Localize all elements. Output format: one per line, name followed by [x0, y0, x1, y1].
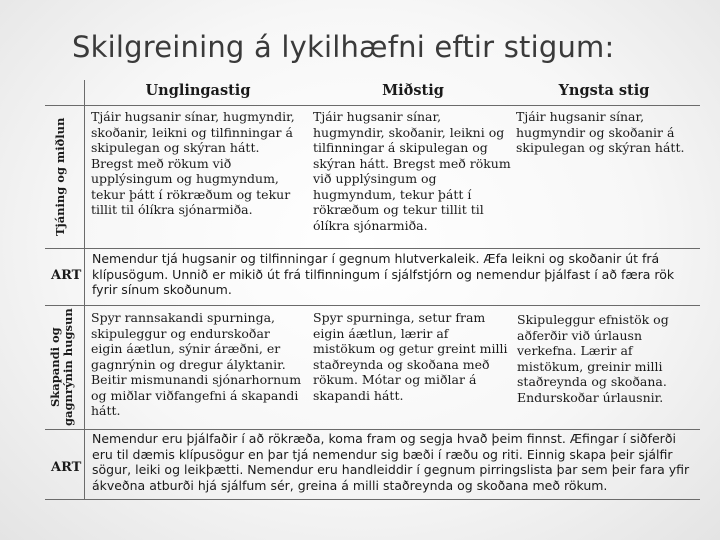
row-divider — [45, 429, 700, 430]
column-header-yngsta-stig: Yngsta stig — [558, 82, 650, 99]
column-header-row — [0, 82, 720, 104]
column-header-midstig: Miðstig — [382, 82, 444, 99]
table-cell: Tjáir hugsanir sínar, hugmyndir og skoðanir á skipulegan og skýran hátt. — [516, 109, 685, 155]
column-header-unglingastig: Unglingastig — [145, 82, 251, 99]
row-divider — [45, 305, 700, 306]
table-cell: Spyr spurninga, setur fram eigin áætlun, lærir af mistökum og getur greint milli staðreynda og skoðana með rökum. Mótar og miðlar á skapandi hátt. — [313, 310, 508, 403]
row-label-skapandi-og-gagnrynin-hugsun: Skapandi og gagnrýnin hugsun — [48, 308, 75, 426]
label-column-divider — [84, 80, 85, 500]
row-label-tjaning-og-midlun: Tjáning og miðlun — [53, 117, 67, 237]
row-label-art: ART — [51, 268, 82, 283]
table-top-border — [45, 105, 700, 106]
art-description: Nemendur tjá hugsanir og tilfinningar í gegnum hlutverkaleik. Æfa leikni og skoðanir út frá klípusögum. Unnið er mikið út frá tilfinningum í sjálfstjórn og nemendur þjálfast í að færa rök fyrir sínum skoðunum. — [92, 251, 675, 297]
slide-title: Skilgreining á lykilhæfni eftir stigum: — [72, 30, 615, 64]
table-cell: Tjáir hugsanir sínar, hugmyndir, skoðanir, leikni og tilfinningar á skipulegan og skýran hátt. Bregst með rökum við upplýsingum og hugmyndum, tekur þátt í rökræðum og tekur tillit til ólíkra sjónarmiða. — [91, 109, 295, 217]
table-bottom-border — [45, 499, 700, 500]
table-cell: Tjáir hugsanir sínar, hugmyndir, skoðanir, leikni og tilfinningar á skipulegan og skýran hátt. Bregst með rökum við upplýsingum og hugmyndum, tekur þátt í rökræðum og tekur tillit til ólíkra sjónarmiða. — [313, 109, 511, 233]
row-divider — [45, 248, 700, 249]
table-cell: Spyr rannsakandi spurninga, skipuleggur og endurskoðar eigin áætlun, sýnir áræðni, er gagnrýnin og dregur ályktanir. Beitir mismunandi sjónarhornum og miðlar viðfangefni á skapandi hátt. — [91, 310, 302, 418]
table-cell: Skipuleggur efnistök og aðferðir við úrlausn verkefna. Lærir af mistökum, greinir milli staðreynda og skoðana. Endurskoðar úrlausnir. — [517, 312, 669, 405]
row-label-art: ART — [51, 460, 82, 475]
art-description: Nemendur eru þjálfaðir í að rökræða, koma fram og segja hvað þeim finnst. Æfingar í siðferði eru til dæmis klípusögur en þar tjá nemendur sig bæði í ræðu og riti. Einnig skapa þeir sjálfir sögur, leiki og leikþætti. Nemendur eru handleiddir í gegnum pirringslista þar sem þeir fara yfir ákveðna atburði hjá sjálfum sér, greina á milli staðreynda og skoðana með rökum. — [92, 431, 690, 493]
